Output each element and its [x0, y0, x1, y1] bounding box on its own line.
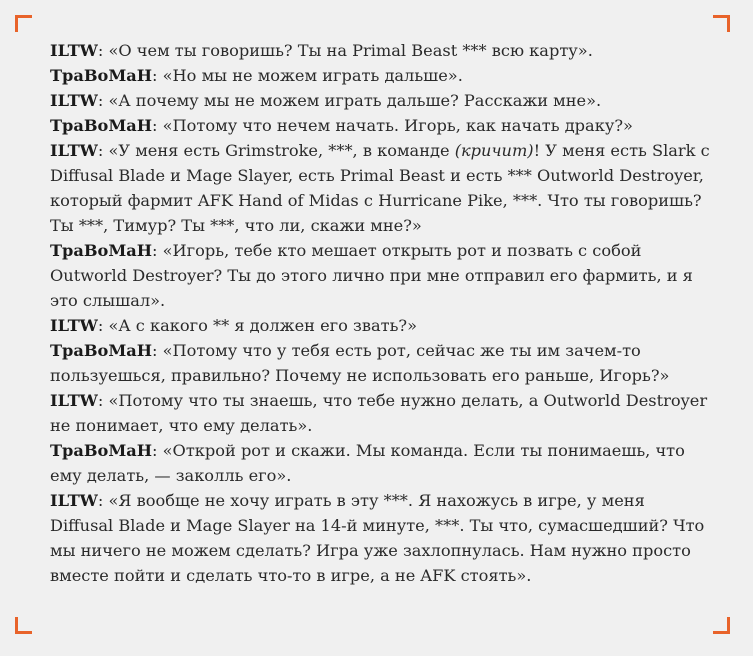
dialogue-text: «А почему мы не можем играть дальше? Расскажи мне». [108, 91, 602, 110]
dialogue-text: «Потому что ты знаешь, что тебе нужно делать, а Outworld Destroyer не понимает, что ему делать». [50, 391, 708, 435]
corner-bracket-top-right [713, 15, 730, 32]
corner-bracket-bottom-right [713, 617, 730, 634]
speaker-separator: : [152, 441, 163, 460]
speaker-name: ILTW [50, 41, 98, 60]
speaker-name: ТраВоМаН [50, 441, 153, 460]
corner-bracket-bottom-left [15, 617, 32, 634]
speaker-separator: : [152, 341, 163, 360]
dialogue-text-before: «У меня есть Grimstroke, ***, в команде [108, 141, 455, 160]
speaker-separator: : [97, 141, 109, 160]
dialogue-text: «Потому что у тебя есть рот, сейчас же ты им зачем-то пользуешься, правильно? Почему не использовать его раньше, Игорь?» [50, 341, 670, 385]
speaker-name: ТраВоМаН [50, 66, 153, 85]
dialogue-text: «А с какого ** я должен его звать?» [108, 316, 417, 335]
dialogue-text: «Но мы не можем играть дальше». [162, 66, 463, 85]
stage-direction: (кричит) [454, 141, 534, 160]
corner-bracket-top-left [15, 15, 32, 32]
dialogue-text: «Потому что нечем начать. Игорь, как начать драку?» [162, 116, 633, 135]
speaker-name: ILTW [50, 91, 98, 110]
speaker-separator: : [97, 41, 109, 60]
dialogue-line [50, 388, 710, 438]
speaker-separator: : [152, 241, 163, 260]
speaker-separator: : [152, 116, 163, 135]
speaker-name: ILTW [50, 316, 98, 335]
speaker-name: ТраВоМаН [50, 241, 153, 260]
dialogue-line [50, 338, 710, 388]
dialogue-line [50, 138, 710, 238]
dialogue-text: «Игорь, тебе кто мешает открыть рот и позвать с собой Outworld Destroyer? Ты до этого лично при мне отправил его фармить, и я это слышал». [50, 241, 693, 310]
speaker-separator: : [97, 391, 109, 410]
speaker-name: ТраВоМаН [50, 116, 153, 135]
dialogue-line [50, 38, 710, 63]
dialogue-line [50, 238, 710, 313]
dialogue-text: «О чем ты говоришь? Ты на Primal Beast *** всю карту». [108, 41, 593, 60]
speaker-separator: : [97, 491, 109, 510]
dialogue-text: «Я вообще не хочу играть в эту ***. Я нахожусь в игре, у меня Diffusal Blade и Mage Slayer на 14-й минуте, ***. Ты что, сумасшедший? Что мы ничего не можем сделать? Игра уже захлопнулась. Нам нужно просто вместе пойти и сделать что-то в игре, а не AFK стоять». [50, 491, 705, 585]
speaker-separator: : [152, 66, 163, 85]
dialogue-line [50, 63, 710, 88]
speaker-separator: : [97, 316, 109, 335]
dialogue-text: «Открой рот и скажи. Мы команда. Если ты понимаешь, что ему делать, — заколль его». [50, 441, 685, 485]
dialogue-line [50, 488, 710, 588]
dialogue-transcript [50, 38, 710, 588]
dialogue-line [50, 313, 710, 338]
dialogue-line [50, 438, 710, 488]
speaker-name: ILTW [50, 141, 98, 160]
speaker-name: ILTW [50, 491, 98, 510]
dialogue-line [50, 88, 710, 113]
speaker-separator: : [97, 91, 109, 110]
speaker-name: ТраВоМаН [50, 341, 153, 360]
dialogue-line [50, 113, 710, 138]
dialogue-text-after: ! У меня есть Slark с Diffusal Blade и Mage Slayer, есть Primal Beast и есть *** Outworld Destroyer, который фармит AFK Hand of Midas с Hurricane Pike, ***. Что ты говоришь? Ты ***, Тимур? Ты ***, что ли, скажи мне?» [50, 141, 710, 235]
speaker-name: ILTW [50, 391, 98, 410]
